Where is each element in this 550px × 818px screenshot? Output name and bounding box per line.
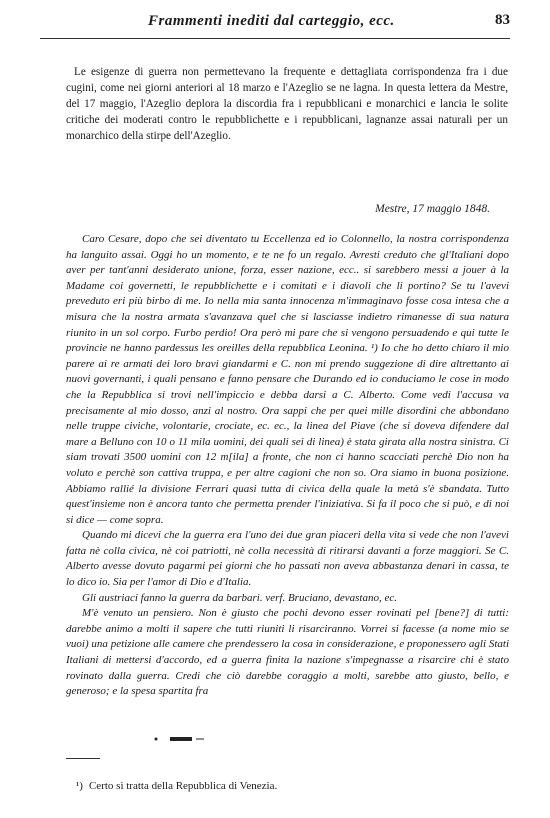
footnote-marker: ¹) xyxy=(76,780,83,792)
letter-place-date: Mestre, 17 maggio 1848. xyxy=(375,203,490,215)
intro-paragraph: Le esigenze di guerra non permettevano la frequente e dettagliata corrispondenza fra i due cugini, come nei giorni anteriori al 18 marzo e l'Azeglio se ne lagna. In questa lettera da Mestre, del 17 maggio, l'Azeglio deplora la discordia fra i repubblicani e monarchici e lancia le solite critiche dei moderati contro le repubblichette e i repubblicani, lagnanze assai naturali per un monarchico della stirpe dell'Azeglio. xyxy=(66,66,508,142)
letter-body xyxy=(66,232,509,700)
footnote-divider xyxy=(66,758,100,759)
letter-paragraph: Quando mi dicevi che la guerra era l'uno dei due gran piaceri della vita si vede che non l'avevi fatta nè colla civica, nè coi patriotti, nè colla necessità di ritirarsi davanti a forze maggiori. Se C. Alberto avesse dovuto pagarmi pei giorni che ho passati non aveva abbastanza denari in cassa, te lo dico io. Sia per l'amor di Dio e d'Italia. xyxy=(66,529,509,589)
footnote-text: Certo si tratta della Repubblica di Venezia. xyxy=(88,780,278,792)
letter-paragraph: Gli austriaci fanno la guerra da barbari. verf. Bruciano, devastano, ec. xyxy=(82,591,397,604)
footnote xyxy=(76,780,277,792)
running-header xyxy=(40,10,510,39)
ink-mark xyxy=(152,734,212,744)
running-title: Frammenti inediti dal carteggio, ecc. xyxy=(148,13,395,29)
letter-paragraph: M'è venuto un pensiero. Non è giusto che pochi devono esser rovinati pel [bene?] di tutti: darebbe animo a molti il sapere che tutti riuniti li risarciranno. Vorrei si facesse (a nome mio se vuoi) una petizione alle camere che prendessero la cosa in considerazione, e proponessero agli Stati Italiani di mettersi d'accordo, ed a guerra finita la nazione s'impegnasse a risarcire chi è stato rovinato dalla guerra. Credi che ciò darebbe coraggio a molti, sarebbe atto giusto, bello, e generoso; e la spesa spartita fra xyxy=(66,607,509,698)
letter-paragraph: Caro Cesare, dopo che sei diventato tu Eccellenza ed io Colonnello, la nostra corrispondenza ha languito assai. Oggi ho un momento, e te ne fo un regalo. Avresti creduto che gl'Italiani dopo aver per tant'anni desiderato unione, forza, esser nazione, ecc.. si sarebbero messi a jouer à la Madame coi governetti, le repubblichette e i comitati e i diavoli che li portino? Se tu l'avevi preveduto eri più birbo di me. Io nella mia santa innocenza m'immaginavo fosse cosa intesa che a misura che la nostra armata s'avanzava quel che si lasciasse indietro rimanesse di sua natura riunito in un sol corpo. Furbo perdio! Ora però mi pare che si vengono persuadendo e qui tutte le provincie ne hanno pardessus les oreilles della repubblica Leonina. ¹) Io che ho detto chiaro il mio parere ai re armati dei loro bravi giandarmi e C. non mi prendo suggezione di dire altrettanto ai nuovi governanti, i quali pensano e fanno pensare che Durando ed io conduciamo le cose in modo che la Repubblica si trovi nell'impiccio e debba darsi a C. Alberto. Come vedi l'accusa va precisamente al mio dosso, anzi al nostro. Ora sappi che per quei mille disordini che abbondano nelle truppe civiche, volontarie, crociate, ec. ec., la linea del Piave (che si doveva difendere dal mare a Belluno con 10 o 11 mila uomini, dei quali sei di linea) è stata girata alla nostra sinistra. Ci siam trovati 3500 uomini con 12 m[ila] a fronte, che non ci hanno scacciati perchè Dio non ha voluto e perchè son cattiva truppa, e per altre cagioni che non so. Ora siamo in buona posizione. Abbiamo rallié la divisione Ferrari quasi tutta di civica della quale la metà s'è sbandata. Tutto quest'insieme non è ancora tanto che permetta prender l'iniziativa. Si fa il poco che si può, e di noi si dice — come sopra. xyxy=(66,233,509,526)
page-number: 83 xyxy=(495,12,510,28)
